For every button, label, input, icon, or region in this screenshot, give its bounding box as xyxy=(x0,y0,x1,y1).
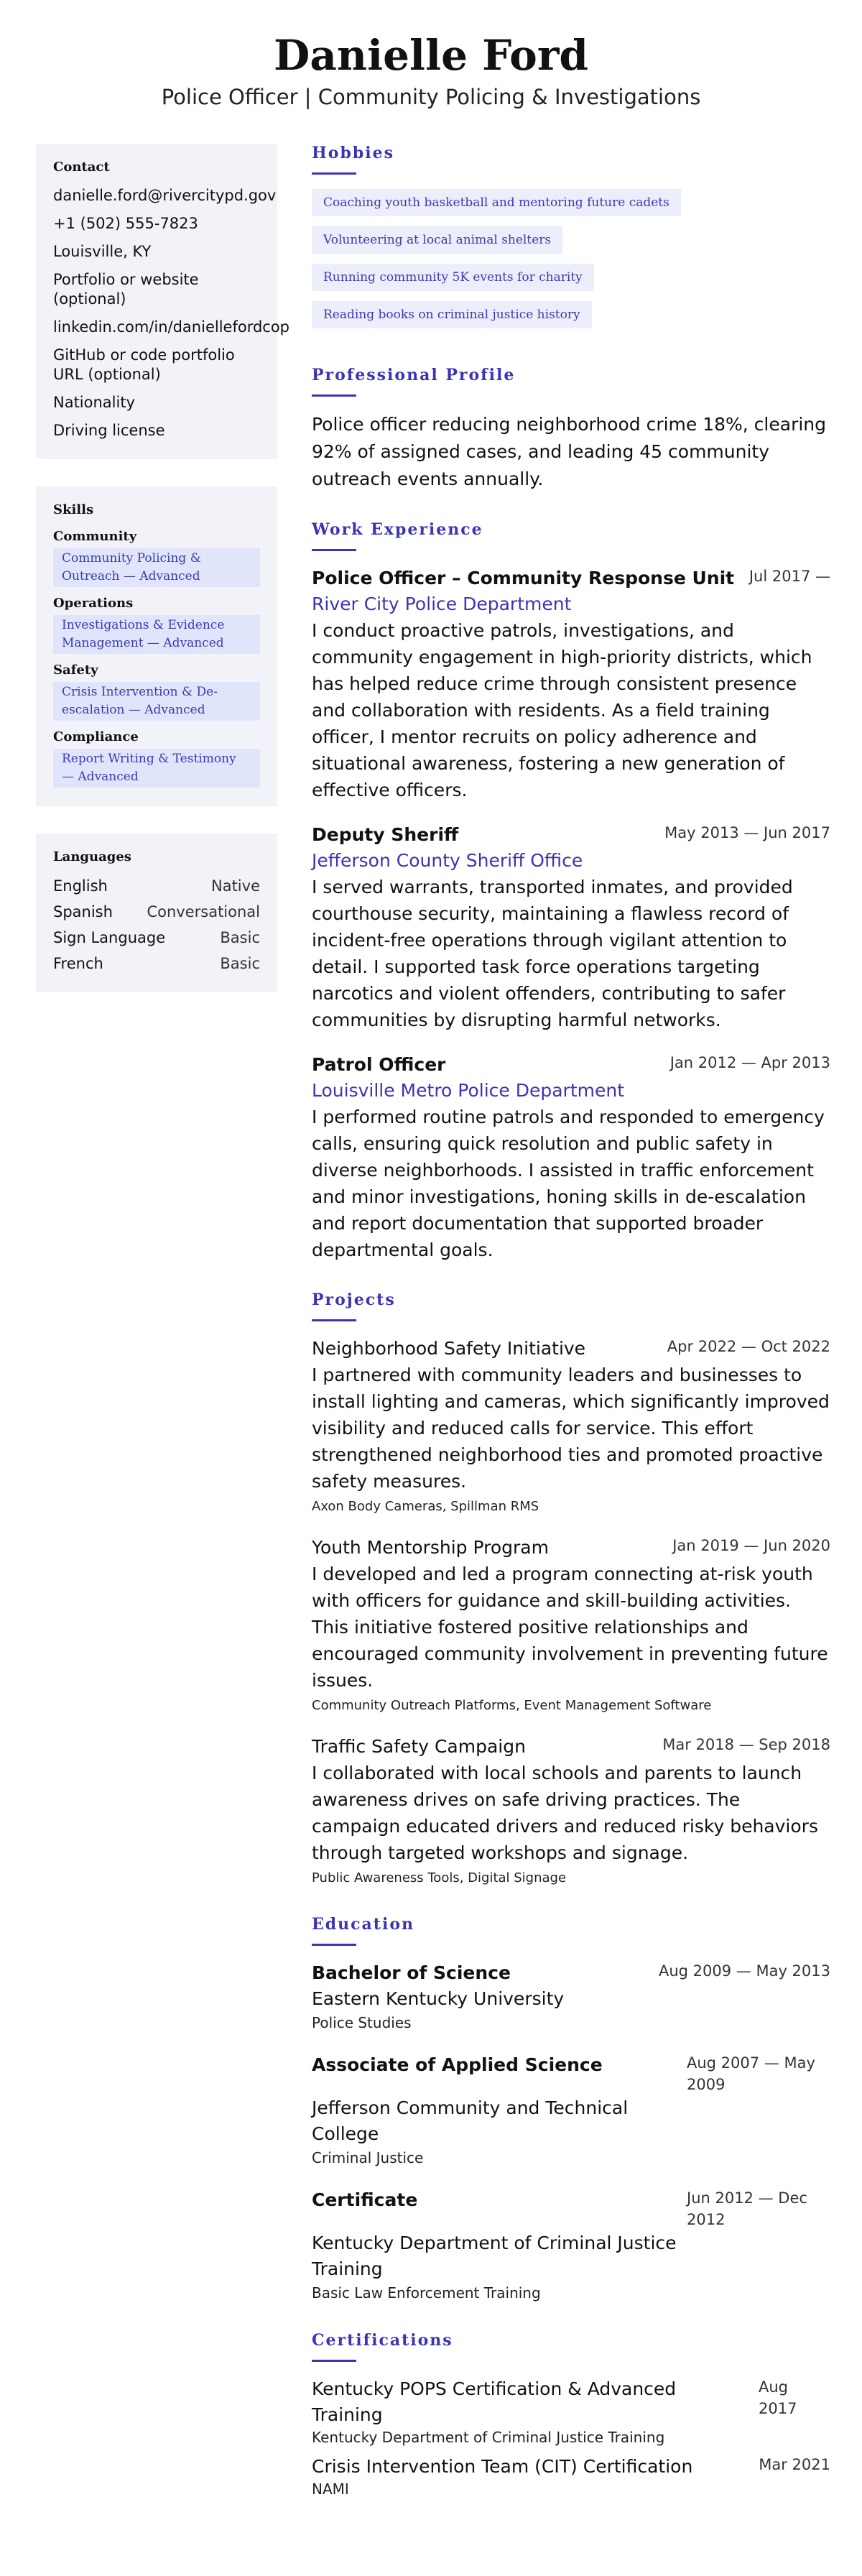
degree-name: Certificate xyxy=(312,2189,418,2210)
skill-category: Operations xyxy=(53,596,134,611)
job-dates: May 2013 — Jun 2017 xyxy=(664,824,830,841)
experience-entry xyxy=(312,822,830,1033)
field-of-study: Criminal Justice xyxy=(312,2149,424,2166)
certification-issuer: NAMI xyxy=(312,2480,349,2498)
language-level: Basic xyxy=(220,955,260,972)
hobby-tag: Running community 5K events for charity xyxy=(312,264,594,291)
main-content xyxy=(312,144,830,2526)
section-title-hobbies: Hobbies xyxy=(312,144,394,162)
skill-group xyxy=(53,596,260,654)
education-section xyxy=(312,1915,830,2304)
job-role: Deputy Sheriff xyxy=(312,824,459,845)
hobby-list xyxy=(312,189,830,338)
language-name: Spanish xyxy=(53,903,113,920)
job-description: I served warrants, transported inmates, and provided courthouse security, maintaining a flawless record of incident-free operations through vigilant attention to detail. I supported task force operations targeting narcotics and violent offenders, contributing to safer communities by disrupting harmful networks. xyxy=(312,877,793,1030)
contact-location: Louisville, KY xyxy=(53,243,152,260)
language-level: Conversational xyxy=(147,903,260,920)
project-dates: Apr 2022 — Oct 2022 xyxy=(667,1338,830,1355)
contact-nationality: Nationality xyxy=(53,394,136,411)
skills-title: Skills xyxy=(53,502,94,517)
project-entry xyxy=(312,1734,830,1888)
contact-driving-license: Driving license xyxy=(53,422,165,439)
skill-category: Compliance xyxy=(53,729,139,744)
contact-email[interactable]: danielle.ford@rivercitypd.gov xyxy=(53,187,277,204)
job-role: Police Officer – Community Response Unit xyxy=(312,568,735,588)
contact-card xyxy=(36,144,290,459)
school-name: Kentucky Department of Criminal Justice Training xyxy=(312,2233,677,2279)
project-entry xyxy=(312,1336,830,1516)
contact-portfolio[interactable]: Portfolio or website (optional) xyxy=(53,271,199,308)
section-title-education: Education xyxy=(312,1915,414,1934)
skill-tag: Report Writing & Testimony — Advanced xyxy=(53,749,260,788)
language-row xyxy=(53,876,260,896)
language-name: French xyxy=(53,955,103,972)
skill-tag: Investigations & Evidence Management — Advanced xyxy=(53,615,260,654)
education-entry xyxy=(312,2052,830,2169)
projects-section xyxy=(312,1291,830,1888)
school-name: Eastern Kentucky University xyxy=(312,1988,565,2009)
candidate-name: Danielle Ford xyxy=(274,31,588,80)
certification-date: Mar 2021 xyxy=(759,2456,830,2473)
language-level: Native xyxy=(211,877,260,895)
skill-category: Community xyxy=(53,529,137,544)
job-description: I performed routine patrols and responded to emergency calls, ensuring quick resolution and public safety in diverse neighborhoods. I assisted in traffic enforcement and minor investigations, honing skills in de-escalation and report documentation that supported broader departmental goals. xyxy=(312,1107,825,1260)
language-row xyxy=(53,902,260,922)
education-entry xyxy=(312,2187,830,2304)
language-name: English xyxy=(53,877,108,895)
school-name: Jefferson Community and Technical College xyxy=(312,2097,629,2144)
section-title-experience: Work Experience xyxy=(312,520,483,539)
project-description: I developed and led a program connecting at-risk youth with officers for guidance and skill-building activities. This initiative fostered positive relationships and encouraged community involvement in preventing future issues. xyxy=(312,1564,828,1691)
section-divider xyxy=(312,172,356,175)
hobbies-section xyxy=(312,144,830,338)
contact-phone[interactable]: +1 (502) 555-7823 xyxy=(53,215,198,232)
hobby-tag: Coaching youth basketball and mentoring future cadets xyxy=(312,189,681,216)
hobby-tag: Reading books on criminal justice history xyxy=(312,301,592,328)
section-divider xyxy=(312,2360,356,2362)
experience-section xyxy=(312,520,830,1263)
skill-category: Safety xyxy=(53,663,98,678)
certification-entry xyxy=(312,2454,830,2498)
job-dates: Jan 2012 — Apr 2013 xyxy=(669,1054,830,1071)
education-dates: Jun 2012 — Dec 2012 xyxy=(687,2189,807,2228)
skills-card xyxy=(36,486,277,806)
skill-tag: Crisis Intervention & De-escalation — Advanced xyxy=(53,682,260,721)
degree-name: Associate of Applied Science xyxy=(312,2054,603,2075)
skill-group xyxy=(53,729,260,788)
skill-tag: Community Policing & Outreach — Advanced xyxy=(53,548,260,587)
profile-summary: Police officer reducing neighborhood crime 18%, clearing 92% of assigned cases, and leading 45 community outreach events annually. xyxy=(312,414,827,489)
job-role: Patrol Officer xyxy=(312,1054,446,1075)
project-description: I collaborated with local schools and parents to launch awareness drives on safe driving practices. The campaign educated drivers and reduced risky behaviors through targeted workshops and signage. xyxy=(312,1763,818,1863)
experience-entry xyxy=(312,565,830,803)
certifications-section xyxy=(312,2331,830,2498)
languages-card xyxy=(36,834,277,992)
skill-group xyxy=(53,663,260,721)
field-of-study: Basic Law Enforcement Training xyxy=(312,2284,541,2302)
language-row xyxy=(53,928,260,948)
education-dates: Aug 2009 — May 2013 xyxy=(658,1962,830,1980)
job-organization: Jefferson County Sheriff Office xyxy=(312,850,583,871)
certification-name: Crisis Intervention Team (CIT) Certification xyxy=(312,2456,693,2477)
resume-header xyxy=(0,0,862,111)
profile-section xyxy=(312,366,830,493)
contact-title: Contact xyxy=(53,160,110,175)
language-level: Basic xyxy=(220,929,260,946)
section-divider xyxy=(312,394,356,397)
section-title-projects: Projects xyxy=(312,1291,396,1309)
sidebar xyxy=(36,144,290,1020)
project-tools: Axon Body Cameras, Spillman RMS xyxy=(312,1499,539,1514)
job-organization: Louisville Metro Police Department xyxy=(312,1080,625,1101)
section-divider xyxy=(312,1944,356,1946)
hobby-tag: Volunteering at local animal shelters xyxy=(312,226,562,254)
candidate-headline: Police Officer | Community Policing & Investigations xyxy=(161,85,701,109)
field-of-study: Police Studies xyxy=(312,2014,412,2031)
language-row xyxy=(53,954,260,974)
certification-date: Aug 2017 xyxy=(759,2378,797,2417)
contact-linkedin[interactable]: linkedin.com/in/daniellefordcop xyxy=(53,318,290,336)
project-name: Traffic Safety Campaign xyxy=(312,1736,526,1757)
languages-title: Languages xyxy=(53,849,131,864)
education-dates: Aug 2007 — May 2009 xyxy=(687,2054,815,2093)
section-divider xyxy=(312,1319,356,1321)
section-title-certifications: Certifications xyxy=(312,2331,453,2350)
language-name: Sign Language xyxy=(53,929,166,946)
project-entry xyxy=(312,1535,830,1715)
degree-name: Bachelor of Science xyxy=(312,1962,511,1983)
project-name: Youth Mentorship Program xyxy=(312,1537,549,1558)
certification-issuer: Kentucky Department of Criminal Justice Training xyxy=(312,2429,665,2446)
contact-github[interactable]: GitHub or code portfolio URL (optional) xyxy=(53,346,235,383)
job-description: I conduct proactive patrols, investigations, and community engagement in high-priority districts, which has helped reduce crime through consistent presence and collaboration with residents. As a field training officer, I mentor recruits on policy adherence and situational awareness, fostering a new generation of effective officers. xyxy=(312,620,812,800)
project-description: I partnered with community leaders and businesses to install lighting and cameras, which significantly improved visibility and reduced calls for service. This effort strengthened neighborhood ties and promoted proactive safety measures. xyxy=(312,1365,830,1492)
section-divider xyxy=(312,549,356,551)
section-title-profile: Professional Profile xyxy=(312,366,516,384)
project-dates: Mar 2018 — Sep 2018 xyxy=(662,1736,830,1753)
project-tools: Community Outreach Platforms, Event Management Software xyxy=(312,1698,712,1713)
project-name: Neighborhood Safety Initiative xyxy=(312,1338,586,1359)
experience-entry xyxy=(312,1052,830,1263)
project-dates: Jan 2019 — Jun 2020 xyxy=(672,1537,830,1554)
certification-entry xyxy=(312,2376,830,2447)
project-tools: Public Awareness Tools, Digital Signage xyxy=(312,1870,567,1885)
job-organization: River City Police Department xyxy=(312,594,572,614)
certification-name: Kentucky POPS Certification & Advanced Training xyxy=(312,2378,677,2425)
education-entry xyxy=(312,1960,830,2033)
skill-group xyxy=(53,529,260,587)
job-dates: Jul 2017 — xyxy=(749,568,830,585)
